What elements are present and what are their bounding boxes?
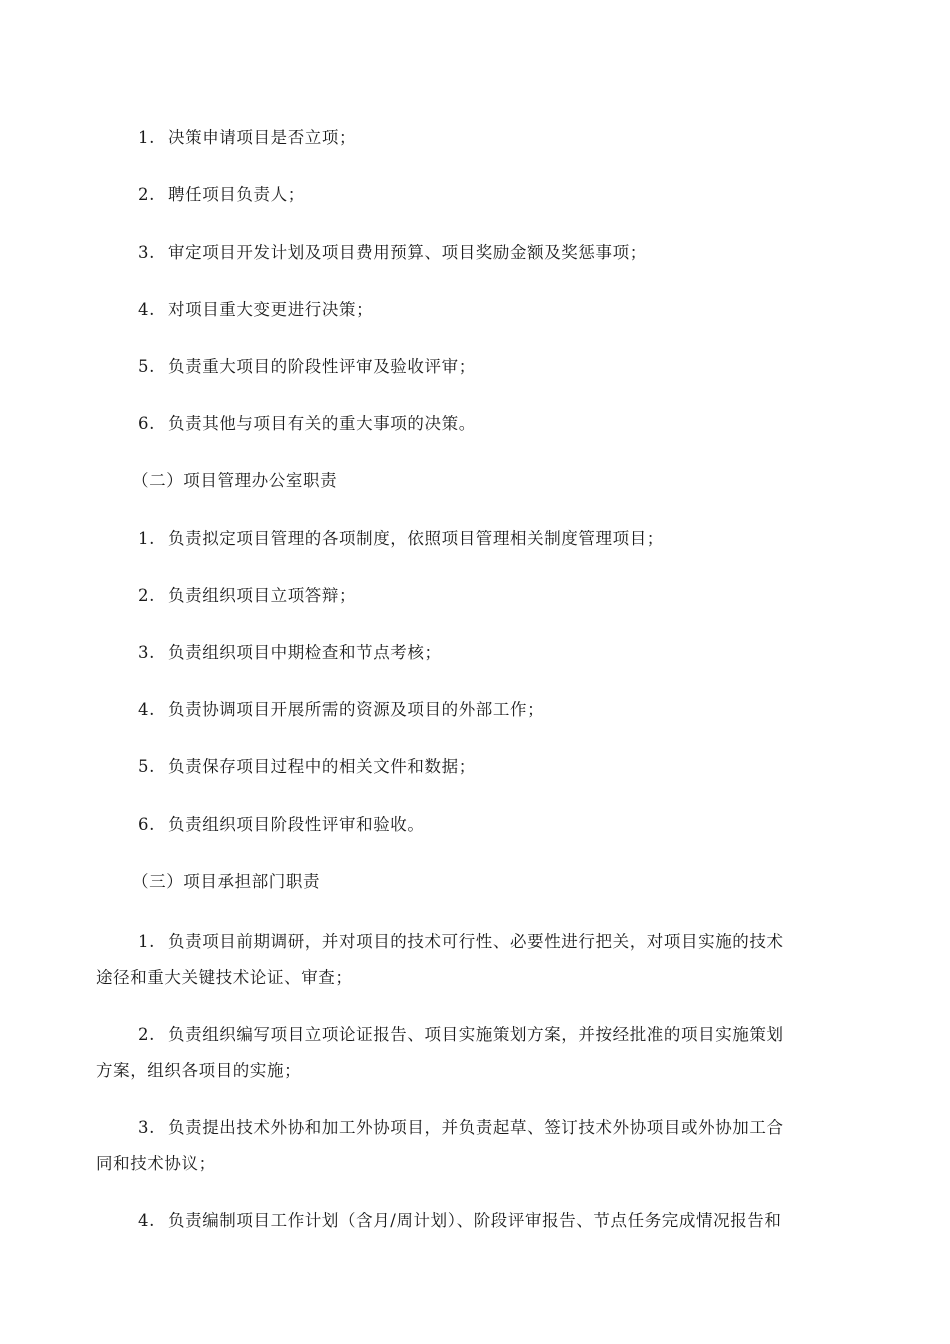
list-item bbox=[138, 185, 850, 205]
item-line-continued: 同和技术协议； bbox=[96, 1154, 216, 1173]
item-number: 3. bbox=[138, 643, 155, 662]
item-text: 负责组织项目阶段性评审和验收。 bbox=[168, 815, 425, 834]
list-item bbox=[138, 815, 850, 835]
item-line-continued: 方案，组织各项目的实施； bbox=[96, 1061, 302, 1080]
list-item bbox=[96, 924, 850, 996]
item-number: 5. bbox=[138, 757, 155, 776]
item-number: 2. bbox=[138, 1025, 155, 1044]
list-item bbox=[138, 243, 850, 263]
list-item bbox=[138, 1203, 850, 1239]
item-number: 6. bbox=[138, 815, 155, 834]
list-item bbox=[138, 529, 850, 549]
item-number: 1. bbox=[138, 932, 155, 951]
item-text: 对项目重大变更进行决策； bbox=[168, 300, 374, 319]
list-item bbox=[138, 414, 850, 434]
item-text: 负责组织项目中期检查和节点考核； bbox=[168, 643, 442, 662]
item-text: 负责组织项目立项答辩； bbox=[168, 586, 357, 605]
list-item bbox=[138, 300, 850, 320]
item-number: 6. bbox=[138, 414, 155, 433]
list-item bbox=[96, 1110, 850, 1182]
item-line-first bbox=[138, 1017, 850, 1053]
list-item bbox=[138, 586, 850, 606]
list-item bbox=[138, 643, 850, 663]
item-line-first bbox=[138, 1110, 850, 1146]
list-item bbox=[96, 1017, 850, 1089]
item-line-continued: 途径和重大关键技术论证、审查； bbox=[96, 968, 353, 987]
list-item bbox=[138, 700, 850, 720]
item-text: 负责协调项目开展所需的资源及项目的外部工作； bbox=[168, 700, 545, 719]
list-item bbox=[138, 357, 850, 377]
item-text: 审定项目开发计划及项目费用预算、项目奖励金额及奖惩事项； bbox=[168, 243, 647, 262]
item-text: 负责其他与项目有关的重大事项的决策。 bbox=[168, 414, 476, 433]
list-item bbox=[138, 128, 850, 148]
item-line-first bbox=[138, 924, 850, 960]
item-text: 聘任项目负责人； bbox=[168, 185, 305, 204]
item-number: 5. bbox=[138, 357, 155, 376]
item-number: 3. bbox=[138, 1118, 155, 1137]
item-number: 1. bbox=[138, 529, 155, 548]
item-text: 负责保存项目过程中的相关文件和数据； bbox=[168, 757, 476, 776]
item-number: 4. bbox=[138, 1211, 155, 1230]
item-text: 负责提出技术外协和加工外协项目，并负责起草、签订技术外协项目或外协加工合 bbox=[168, 1118, 784, 1137]
list-item bbox=[138, 757, 850, 777]
item-number: 4. bbox=[138, 700, 155, 719]
item-text: 负责编制项目工作计划（含月/周计划）、阶段评审报告、节点任务完成情况报告和 bbox=[168, 1211, 782, 1230]
item-number: 2. bbox=[138, 185, 155, 204]
item-number: 1. bbox=[138, 128, 155, 147]
item-number: 2. bbox=[138, 586, 155, 605]
item-line-first bbox=[138, 1203, 850, 1239]
item-number: 3. bbox=[138, 243, 155, 262]
item-number: 4. bbox=[138, 300, 155, 319]
item-text: 负责拟定项目管理的各项制度，依照项目管理相关制度管理项目； bbox=[168, 529, 664, 548]
item-text: 负责组织编写项目立项论证报告、项目实施策划方案，并按经批准的项目实施策划 bbox=[168, 1025, 784, 1044]
item-text: 决策申请项目是否立项； bbox=[168, 128, 357, 147]
section-heading: （三）项目承担部门职责 bbox=[132, 872, 321, 891]
section-heading: （二）项目管理办公室职责 bbox=[132, 471, 338, 490]
item-text: 负责项目前期调研，并对项目的技术可行性、必要性进行把关，对项目实施的技术 bbox=[168, 932, 784, 951]
item-text: 负责重大项目的阶段性评审及验收评审； bbox=[168, 357, 476, 376]
